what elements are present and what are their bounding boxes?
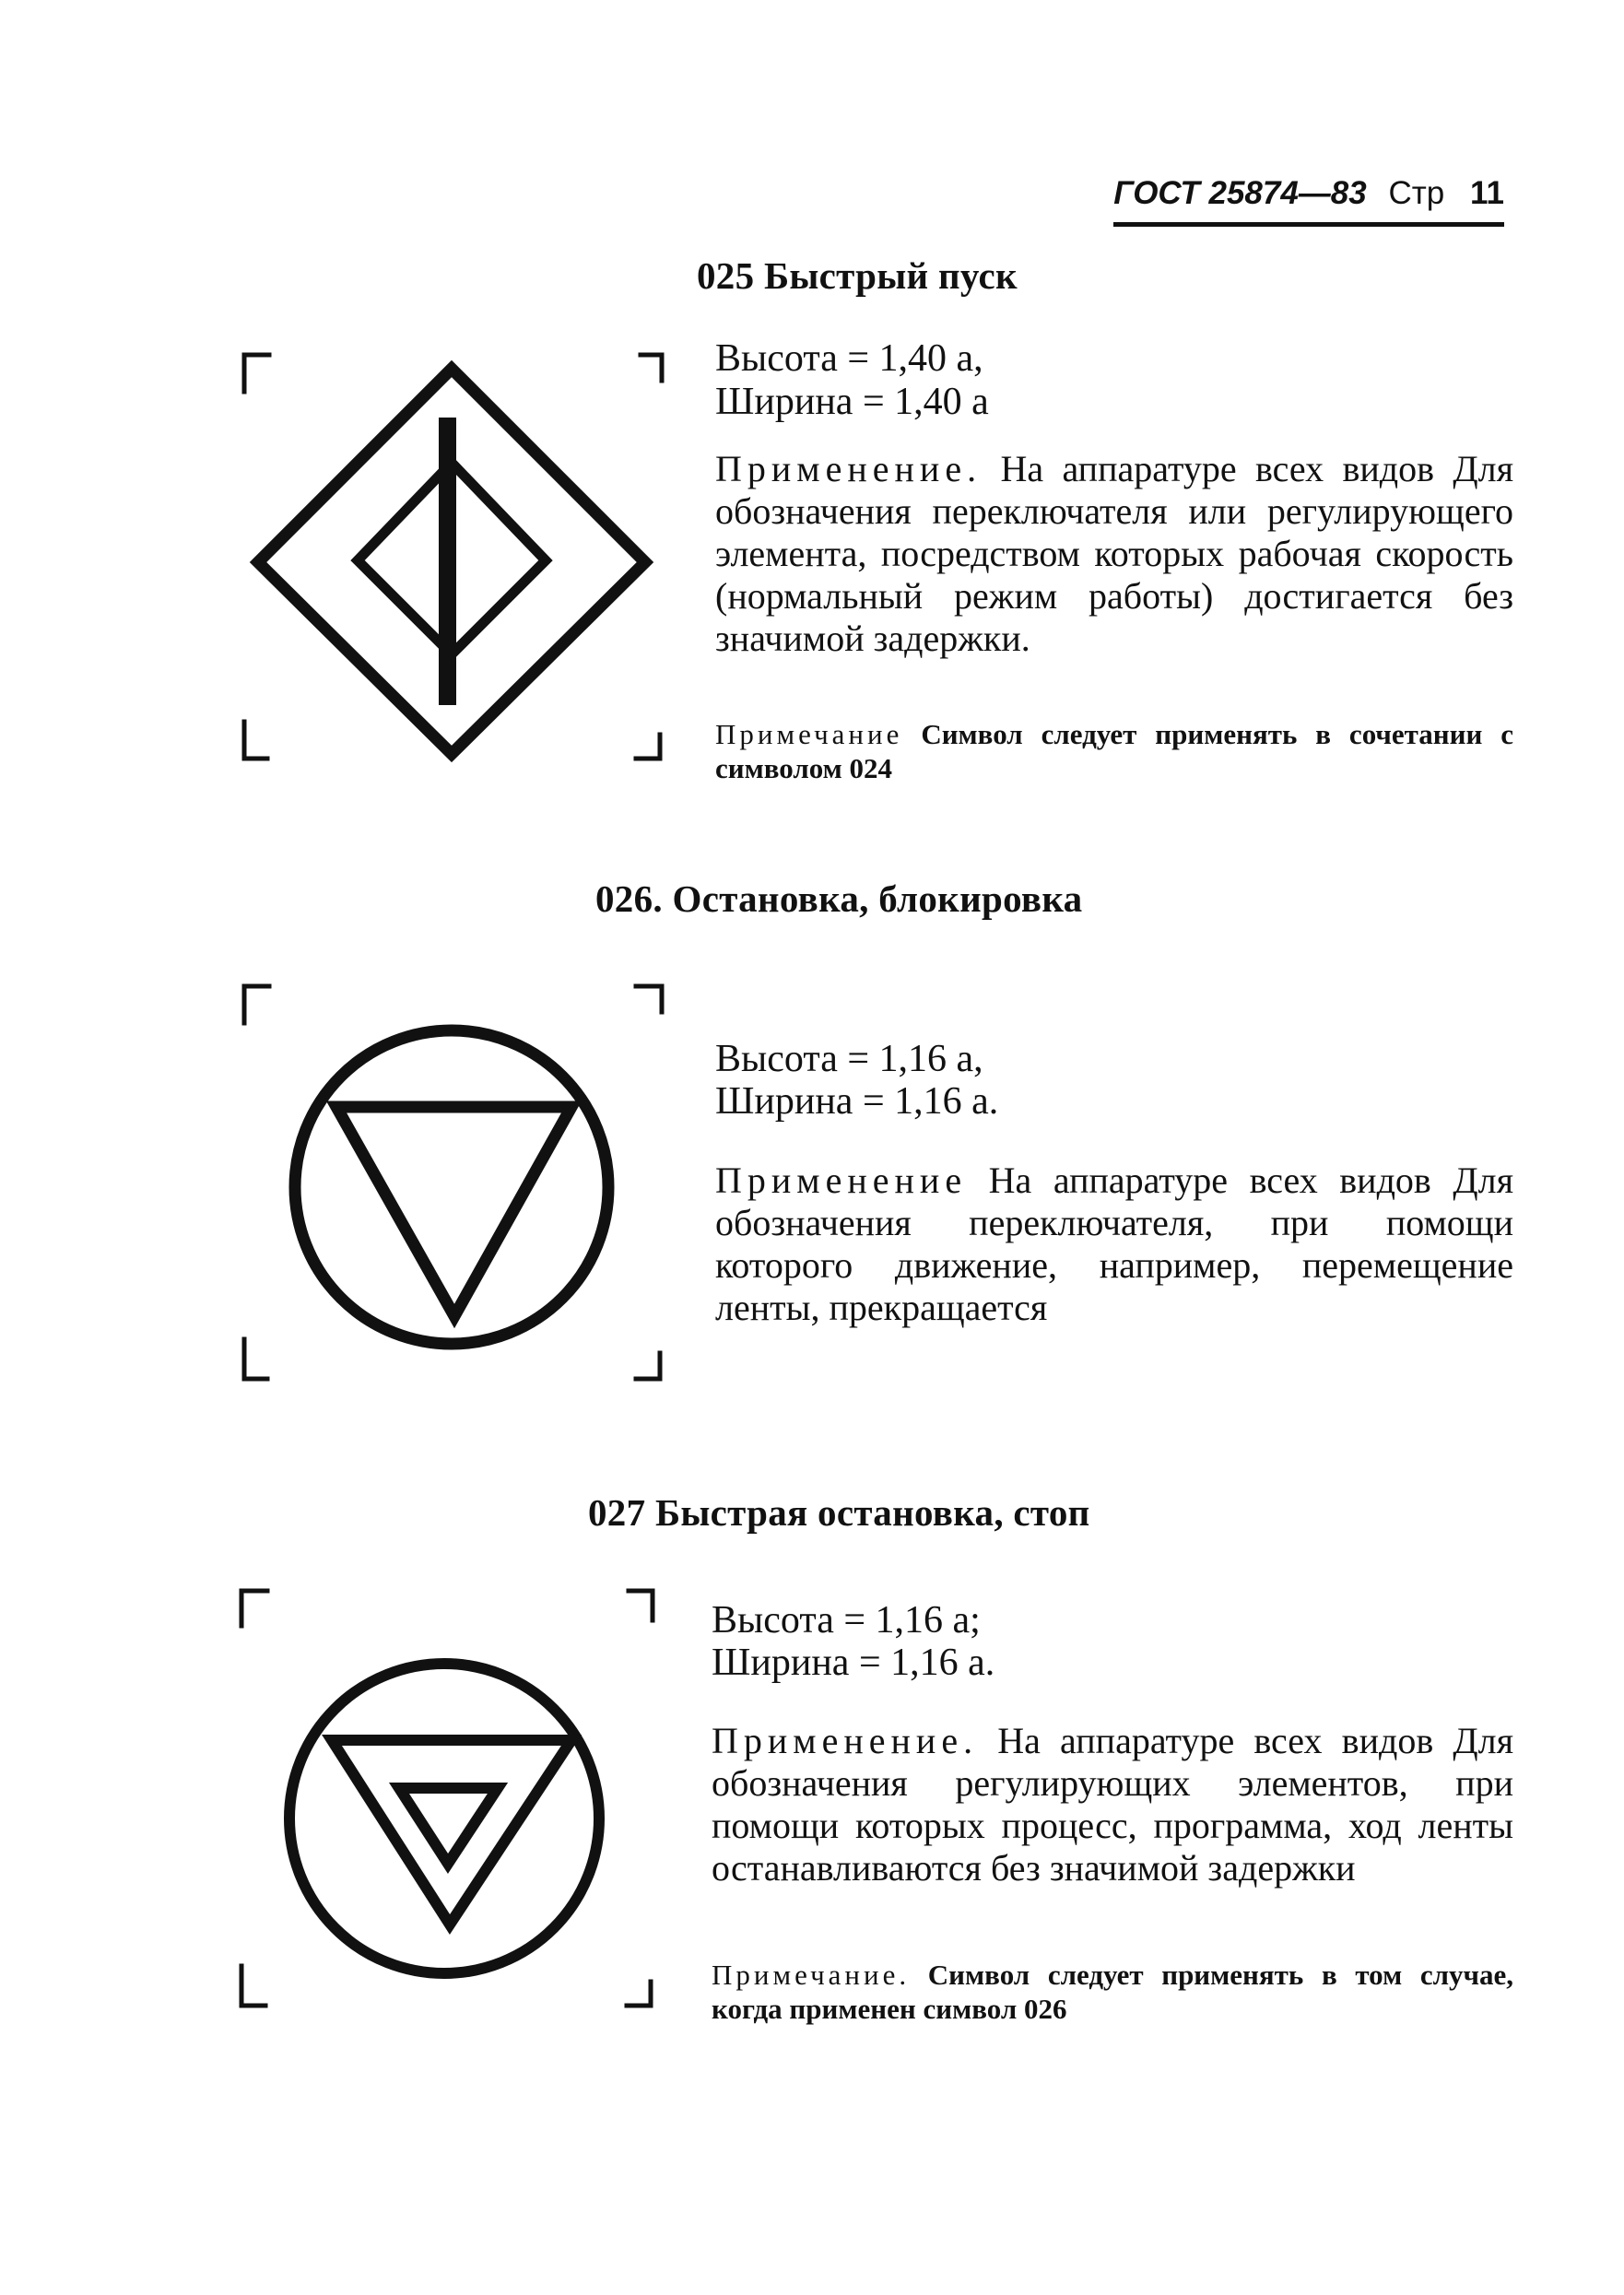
section-027-width: Ширина = 1,16 а.	[712, 1642, 995, 1684]
application-text: На аппаратуре всех видов Для обозначения переключателя или регулирующего элемента, посредством которых рабочая скорость (нормальный режим работы) достигается без значимой задержки.	[715, 448, 1514, 659]
section-026-title: 026. Остановка, блокировка	[595, 877, 1083, 920]
page-label: Стр	[1388, 175, 1445, 211]
frame-corner-bl	[241, 1966, 265, 2006]
frame-corner-bl	[244, 722, 267, 759]
section-026-application	[715, 1159, 1513, 1329]
frame-corner-bl	[244, 1339, 267, 1379]
application-text: На аппаратуре всех видов Для обозначения регулирующих элементов, при помощи которых процесс, программа, ход ленты останавливаются без значимой задержки	[712, 1720, 1514, 1889]
section-025-width: Ширина = 1,40 а	[715, 381, 989, 423]
frame-corner-br	[636, 1353, 660, 1379]
section-026-width: Ширина = 1,16 а.	[715, 1080, 999, 1123]
note-lead: Примечание	[715, 718, 903, 750]
section-027-note	[712, 1958, 1513, 2026]
page-header	[1113, 171, 1504, 227]
note-lead: Примечание.	[712, 1959, 911, 1991]
application-lead: Применение	[715, 1159, 968, 1201]
frame-corner-br	[636, 735, 660, 759]
frame-corner-tl	[244, 986, 269, 1023]
frame-corner-tr	[641, 355, 662, 381]
fast-stop-symbol-icon	[230, 1583, 673, 2026]
section-027-application	[712, 1720, 1513, 1889]
section-025-note	[715, 717, 1513, 785]
frame-corner-tr	[629, 1591, 653, 1620]
outer-circle	[289, 1664, 599, 1973]
outer-circle	[295, 1030, 608, 1344]
inner-triangle	[399, 1788, 498, 1864]
section-025-title: 025 Быстрый пуск	[697, 254, 1018, 297]
frame-corner-tl	[241, 1591, 267, 1626]
section-025-height: Высота = 1,40 а,	[715, 337, 983, 380]
frame-corner-br	[627, 1982, 651, 2006]
section-026-height: Высота = 1,16 а,	[715, 1038, 983, 1080]
section-027-height: Высота = 1,16 а;	[712, 1599, 981, 1642]
frame-corner-tl	[244, 355, 269, 392]
standard-designation: ГОСТ 25874—83	[1113, 175, 1367, 211]
application-lead: Применение.	[715, 448, 983, 489]
application-lead: Применение.	[712, 1720, 979, 1761]
section-025-application	[715, 448, 1513, 660]
page-number: 11	[1470, 175, 1504, 211]
application-text: На аппаратуре всех видов Для обозначения переключателя, при помощи которого движение, например, перемещение ленты, прекращается	[715, 1159, 1514, 1328]
down-triangle	[336, 1107, 571, 1316]
frame-corner-tr	[636, 986, 662, 1012]
fast-start-symbol-icon	[230, 336, 673, 779]
stop-lock-symbol-icon	[230, 966, 673, 1408]
vertical-bar	[439, 418, 456, 705]
outer-triangle	[332, 1740, 571, 1924]
note-text: Символ следует применять в том случае, когда применен символ 026	[712, 1959, 1514, 2025]
note-text: Символ следует применять в сочетании с символом 024	[715, 718, 1514, 784]
section-027-title: 027 Быстрая остановка, стоп	[588, 1491, 1090, 1534]
